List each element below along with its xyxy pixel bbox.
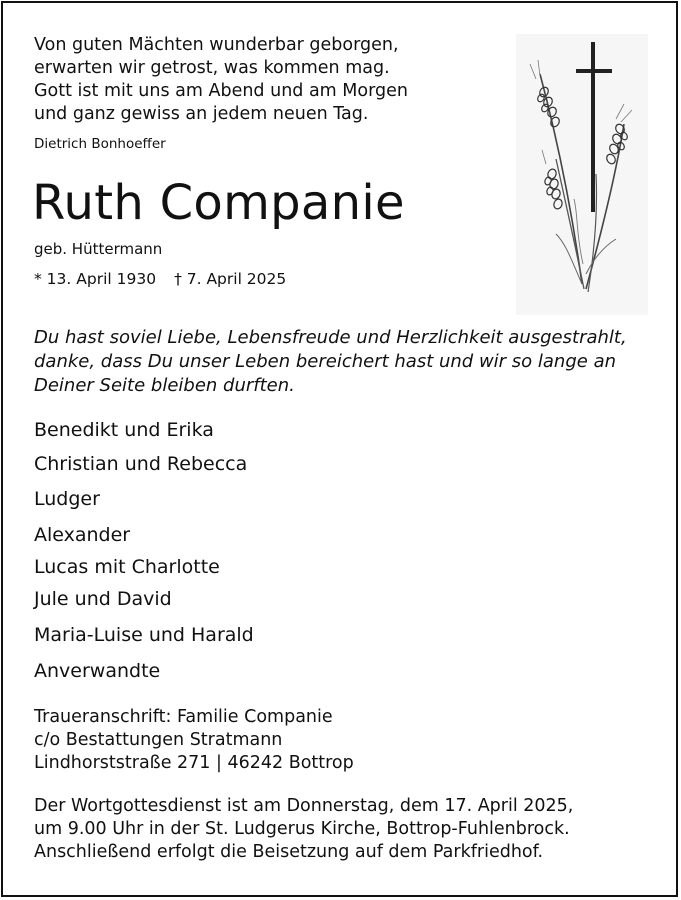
mourner: Anverwandte (34, 660, 161, 682)
motto-line: danke, dass Du unser Leben bereichert hast und wir so lange an (34, 351, 617, 372)
service-info (34, 795, 573, 864)
mourning-address (34, 706, 354, 775)
mourner: Lucas mit Charlotte (34, 556, 220, 578)
mourner: Benedikt und Erika (34, 419, 214, 441)
poem-line: und ganz gewiss an jedem neuen Tag. (34, 104, 369, 124)
service-line: um 9.00 Uhr in der St. Ludgerus Kirche, Bottrop-Fuhlenbrock. (34, 819, 570, 839)
poem-line: erwarten wir getrost, was kommen mag. (34, 58, 390, 78)
address-line: Lindhorststraße 271 | 46242 Bottrop (34, 753, 354, 773)
poem-line: Gott ist mit uns am Abend und am Morgen (34, 81, 408, 101)
cross-wheat-drawing (516, 34, 648, 315)
poem-author: Dietrich Bonhoeffer (34, 136, 166, 152)
address-line: Traueranschrift: Familie Companie (34, 707, 333, 727)
death-date: † 7. April 2025 (174, 270, 287, 288)
mourner: Maria-Luise und Harald (34, 624, 254, 646)
mourner: Christian und Rebecca (34, 453, 248, 475)
service-line: Anschließend erfolgt die Beisetzung auf dem Parkfriedhof. (34, 842, 544, 862)
deceased-name: Ruth Companie (32, 175, 405, 231)
poem (34, 34, 408, 126)
birth-name: geb. Hüttermann (34, 240, 163, 258)
cross-with-wheat-icon (516, 34, 648, 315)
motto-line: Du hast soviel Liebe, Lebensfreude und Herzlichkeit ausgestrahlt, (34, 327, 627, 348)
service-line: Der Wortgottesdienst ist am Donnerstag, dem 17. April 2025, (34, 796, 574, 816)
life-dates (34, 270, 286, 288)
poem-line: Von guten Mächten wunderbar geborgen, (34, 35, 399, 55)
motto-line: Deiner Seite bleiben durften. (34, 375, 295, 396)
address-line: c/o Bestattungen Stratmann (34, 730, 283, 750)
birth-date: * 13. April 1930 (34, 270, 157, 288)
mourner: Jule und David (34, 588, 172, 610)
mourner: Alexander (34, 524, 131, 546)
motto (34, 326, 627, 398)
mourner: Ludger (34, 488, 100, 510)
